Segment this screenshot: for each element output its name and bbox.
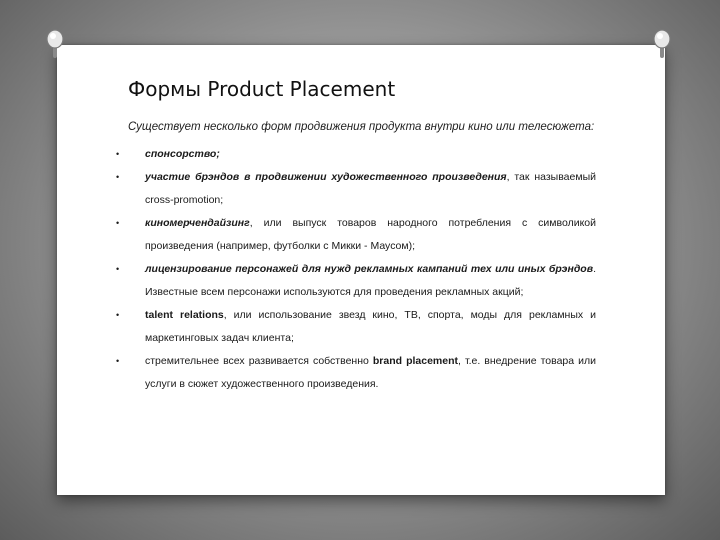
list-item xyxy=(116,304,596,350)
list-item xyxy=(116,350,596,396)
item-lead: киномерчендайзинг xyxy=(145,217,250,229)
list-item xyxy=(116,212,596,258)
item-text: , или выпуск товаров народного потребления с символикой произведения (например, футболки с Микки - Маусом); xyxy=(145,217,596,252)
bullet-icon: • xyxy=(116,356,120,366)
pushpin-icon xyxy=(44,28,66,60)
list-item xyxy=(116,166,596,212)
item-lead: участие брэндов в продвижении художественного произведения xyxy=(145,171,507,183)
slide-intro: Существует несколько форм продвижения продукта внутри кино или телесюжета: xyxy=(128,121,595,133)
pushpin-icon xyxy=(651,28,673,60)
list-item xyxy=(116,258,596,304)
bullet-icon: • xyxy=(116,264,120,274)
slide-title: Формы Product Placement xyxy=(128,77,396,101)
item-lead: лицензирование персонажей для нужд рекламных кампаний тех или иных брэндов xyxy=(145,263,594,275)
item-lead: talent relations xyxy=(145,309,224,321)
list-item xyxy=(116,143,596,166)
item-text: стремительнее всех развивается собственно xyxy=(145,355,373,367)
bullet-list xyxy=(116,143,596,396)
bullet-icon: • xyxy=(116,310,120,320)
item-lead: спонсорство; xyxy=(145,148,220,160)
item-text: , так называемый cross-promotion; xyxy=(145,171,596,206)
item-text: , т.е. внедрение товара или услуги в сюжет художественного произведения. xyxy=(145,355,596,390)
bullet-icon: • xyxy=(116,218,120,228)
bullet-icon: • xyxy=(116,149,120,159)
item-text: . Известные всем персонажи используются для проведения рекламных акций; xyxy=(145,263,596,298)
bullet-icon: • xyxy=(116,172,120,182)
item-lead: brand placement xyxy=(372,355,458,367)
item-text: , или использование звезд кино, ТВ, спорта, моды для рекламных и маркетинговых задач клиента; xyxy=(145,309,597,344)
